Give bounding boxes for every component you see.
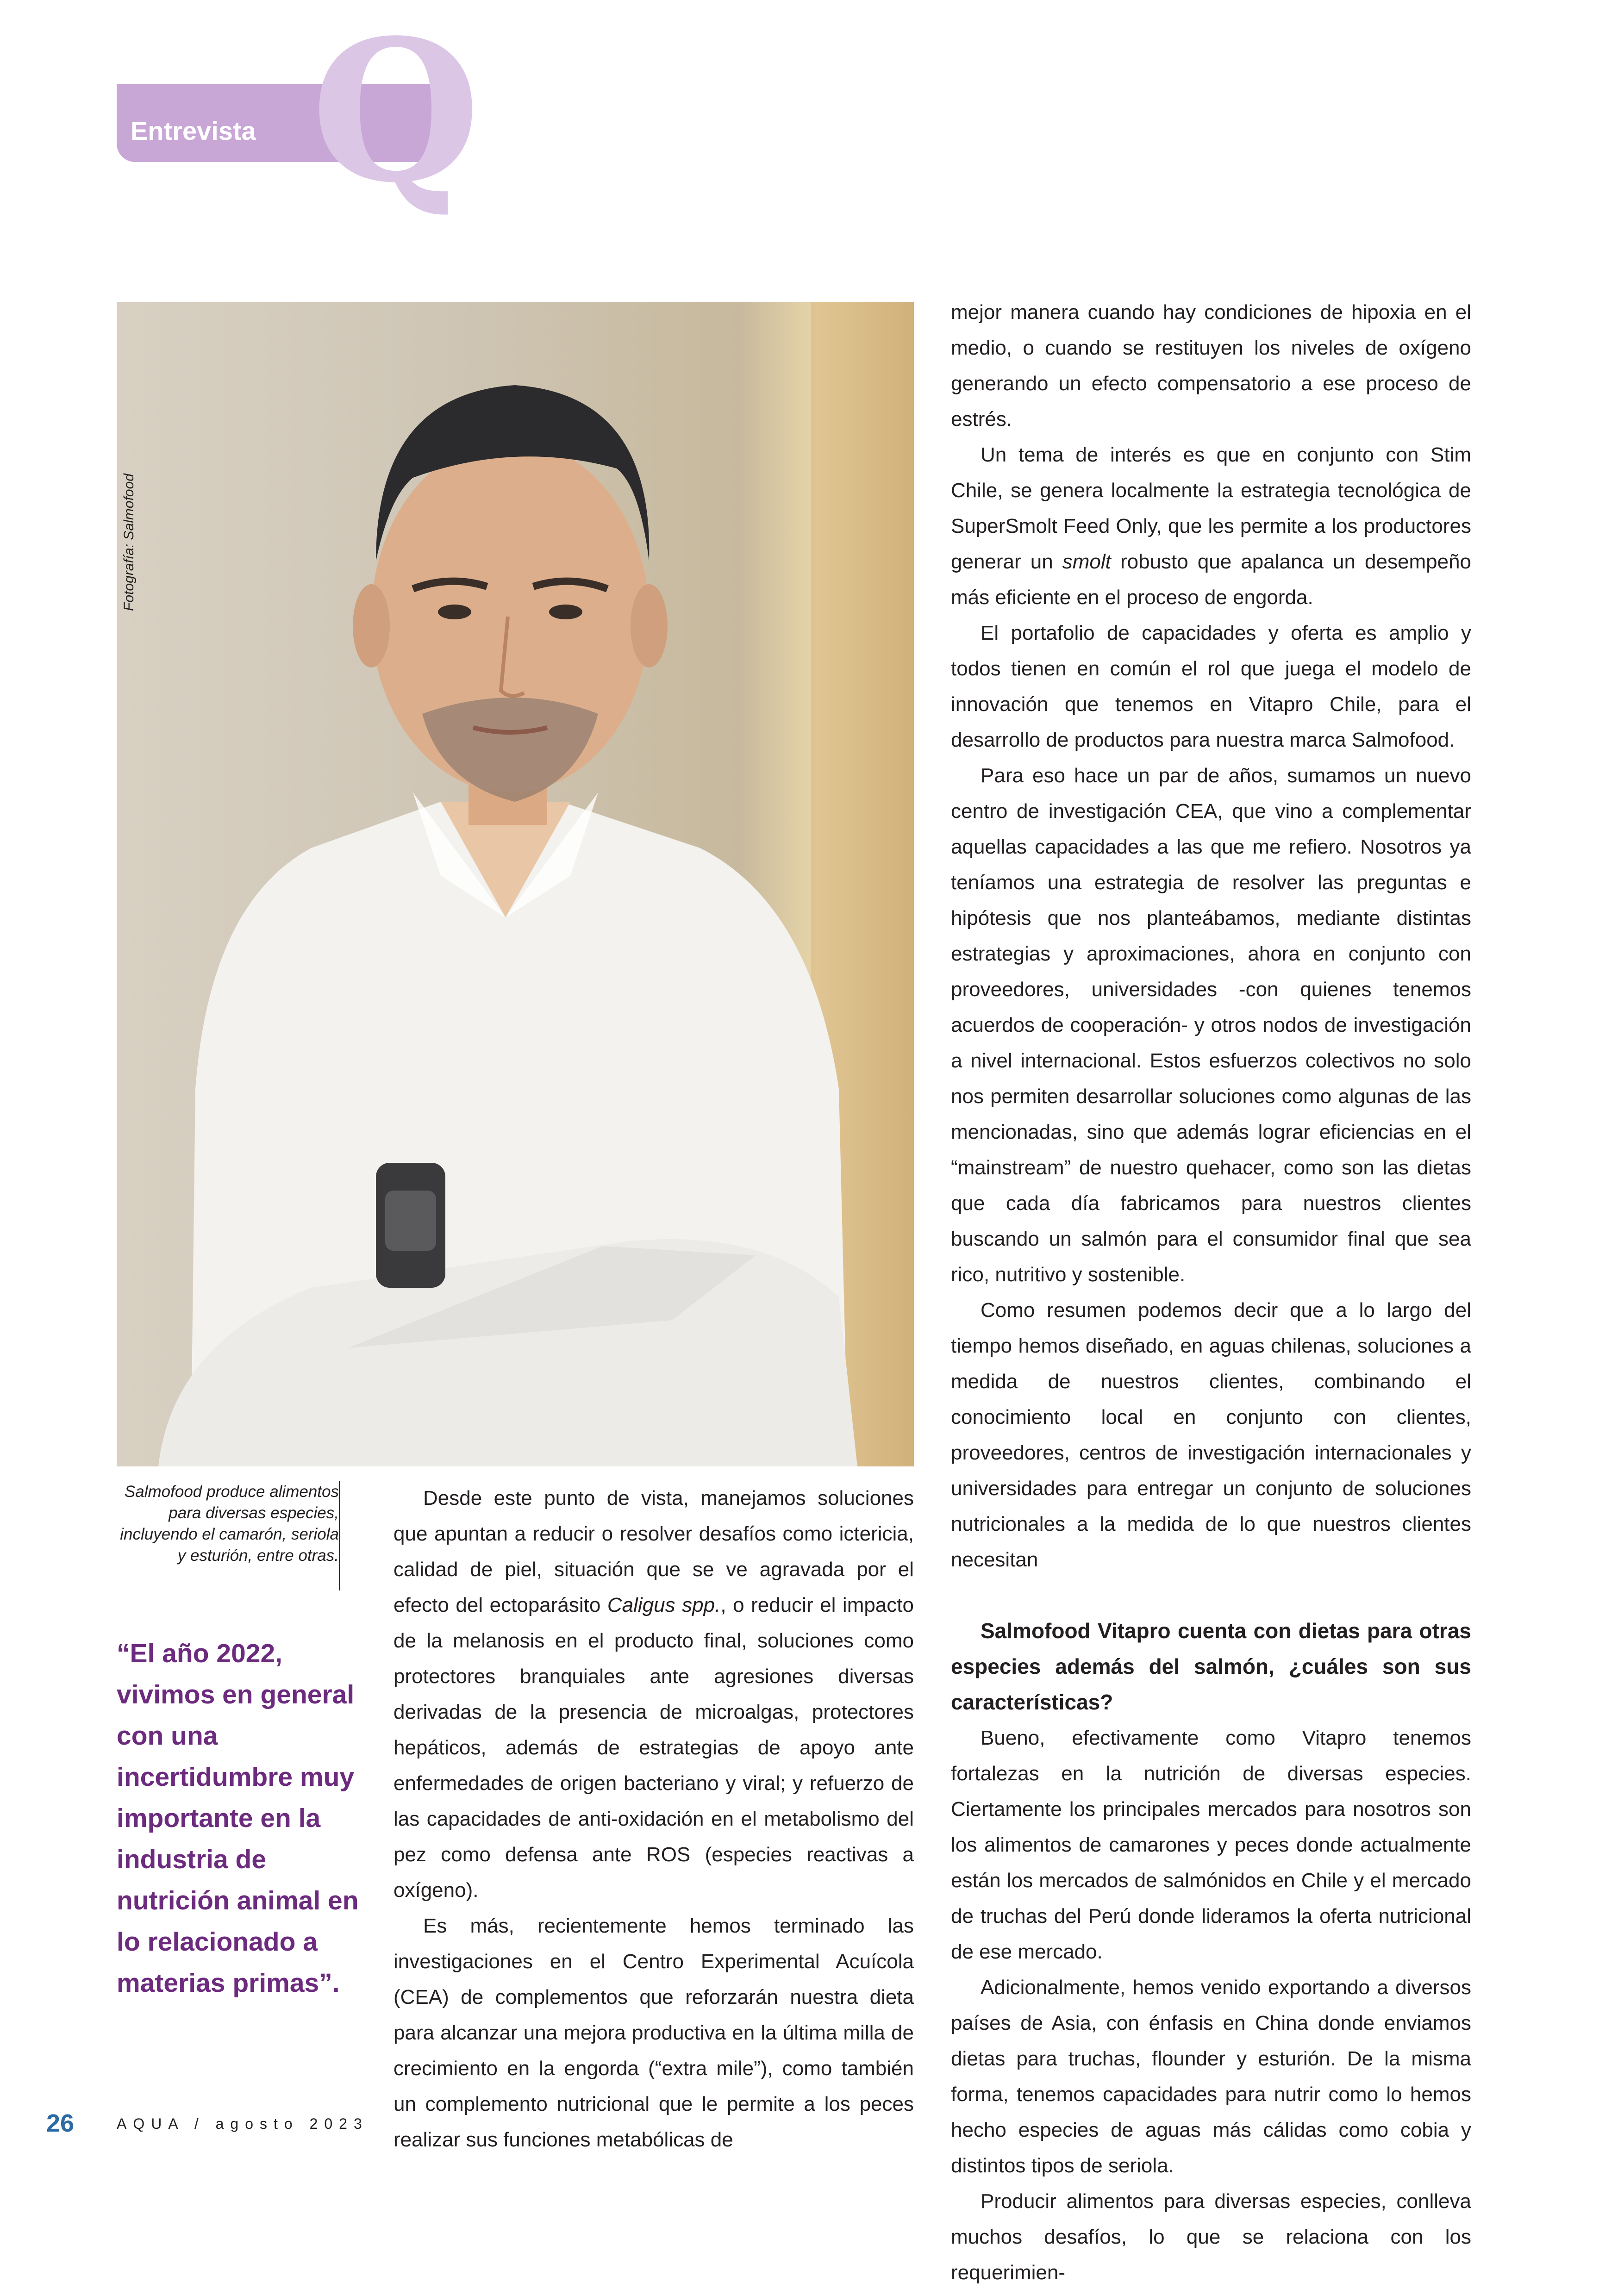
- section-tab: [117, 0, 481, 226]
- watermark-letter: Q: [311, 0, 481, 226]
- interview-question: Salmofood Vitapro cuenta con dietas para otras especies además del salmón, ¿cuáles son sus características?: [951, 1619, 1471, 1714]
- photo-credit: Fotografía: Salmofood: [121, 474, 137, 611]
- section-label: Entrevista: [131, 116, 256, 145]
- body-paragraph: Producir alimentos para diversas especies, conlleva muchos desafíos, lo que se relaciona con los requerimien-: [951, 2190, 1471, 2284]
- right-column: [951, 294, 1471, 2290]
- body-paragraph: Como resumen podemos decir que a lo largo del tiempo hemos diseñado, en aguas chilenas, soluciones a medida de nuestros clientes, combinando el conocimiento local en conjunto con clientes, proveedores, centros de investigación internacionales y universidades para entregar un conjunto de soluciones nutricionales a la medida de lo que nuestros clientes necesitan: [951, 1299, 1471, 1571]
- publication-info: AQUA / agosto 2023: [117, 2115, 369, 2132]
- pull-quote: “El año 2022, vivimos en general con una incertidumbre muy importante en la industria de nutrición animal en lo relacionado a materias primas”.: [117, 1639, 359, 1998]
- body-paragraph: Es más, recientemente hemos terminado las investigaciones en el Centro Experimental Acuícola (CEA) de complementos que reforzarán nuestra dieta para alcanzar una mejora productiva en la última milla de crecimiento en la engorda (“extra mile”), como también un complemento nutricional que le permite a los peces realizar sus funciones metabólicas de: [394, 1915, 914, 2151]
- caption-rule: [339, 1481, 340, 1590]
- body-paragraph: Desde este punto de vista, manejamos soluciones que apuntan a reducir o resolver desafíos como ictericia, calidad de piel, situación que se ve agravada por el efecto del ectoparásito Caligus spp., o reducir el impacto de la melanosis en el producto final, soluciones como protectores branquiales ante agresiones diversas derivadas de la presencia de microalgas, protectores hepáticos, además de estrategias de apoyo ante enfermedades de origen bacteriano y viral; y refuerzo de las capacidades de anti-oxidación en el metabolismo del pez como defensa ante ROS (especies reactivas a oxígeno).: [394, 1487, 914, 1902]
- portrait-illustration: [117, 302, 914, 1466]
- body-paragraph: Bueno, efectivamente como Vitapro tenemos fortalezas en la nutrición de diversas especies. Ciertamente los principales mercados para nosotros son los alimentos de camarones y peces donde actualmente están los mercados de salmónidos en Chile y el mercado de truchas del Perú donde lideramos la oferta nutricional de ese mercado.: [951, 1727, 1471, 1963]
- middle-column: [394, 1480, 914, 2158]
- page-number: 26: [46, 2109, 75, 2137]
- body-paragraph: El portafolio de capacidades y oferta es amplio y todos tienen en común el rol que juega el modelo de innovación que tenemos en Vitapro Chile, para el desarrollo de productos para nuestra marca Salmofood.: [951, 622, 1471, 751]
- body-paragraph: Un tema de interés es que en conjunto con Stim Chile, se genera localmente la estrategia tecnológica de SuperSmolt Feed Only, que les permite a los productores generar un smolt robusto que apalanca un desempeño más eficiente en el proceso de engorda.: [951, 443, 1471, 609]
- portrait-photo: [117, 302, 914, 1466]
- photo-caption: Salmofood produce alimentos para diversas especies, incluyendo el camarón, seriola y esturión, entre otras.: [120, 1483, 339, 1565]
- body-paragraph: Adicionalmente, hemos venido exportando a diversos países de Asia, con énfasis en China donde enviamos dietas para truchas, flounder y esturión. De la misma forma, tenemos capacidades para nutrir como lo hemos hecho especies de aguas más cálidas como cobia y distintos tipos de seriola.: [951, 1976, 1471, 2177]
- body-paragraph: mejor manera cuando hay condiciones de hipoxia en el medio, o cuando se restituyen los niveles de oxígeno generando un efecto compensatorio a ese proceso de estrés.: [951, 301, 1471, 430]
- body-paragraph: Para eso hace un par de años, sumamos un nuevo centro de investigación CEA, que vino a complementar aquellas capacidades a las que me refiero. Nosotros ya teníamos una estrategia de resolver las preguntas e hipótesis que nos planteábamos, mediante distintas estrategias y aproximaciones, ahora en conjunto con proveedores, universidades -con quienes tenemos acuerdos de cooperación- y otros nodos de investigación a nivel internacional. Estos esfuerzos colectivos no solo nos permiten desarrollar soluciones como algunas de las mencionadas, sino que además lograr eficiencias en el “mainstream” de nuestro quehacer, como son las dietas que cada día fabricamos para nuestros clientes buscando un salmón para el consumidor final que sea rico, nutritivo y sostenible.: [951, 764, 1471, 1286]
